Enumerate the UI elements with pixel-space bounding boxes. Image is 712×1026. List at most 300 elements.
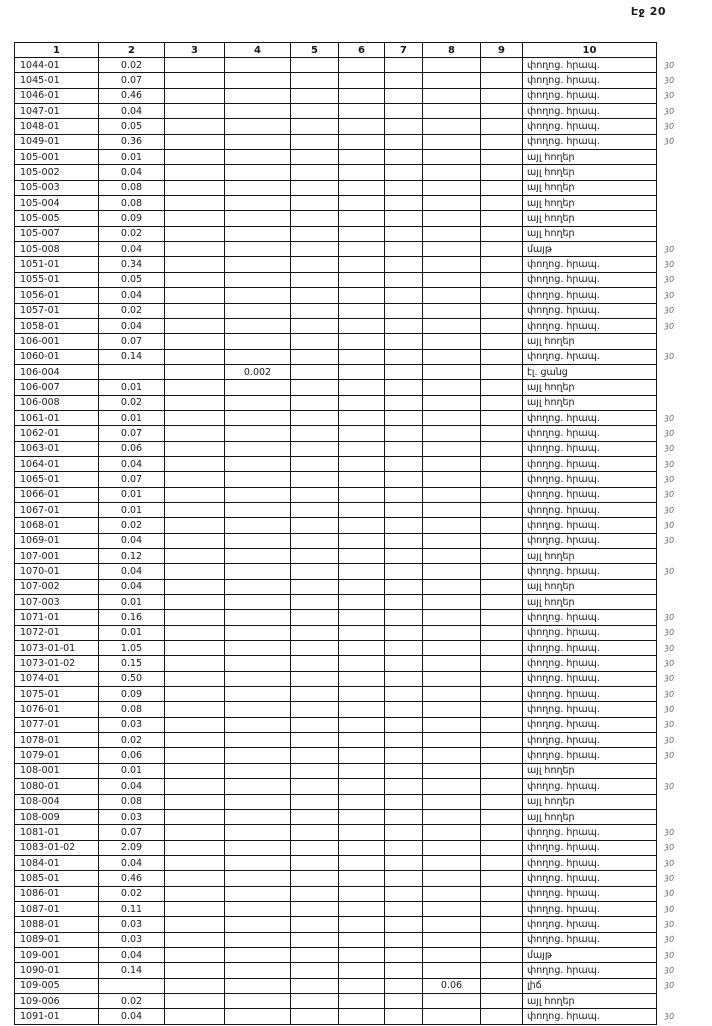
table-row bbox=[15, 855, 695, 870]
cell-col9 bbox=[481, 687, 523, 702]
cell-col9 bbox=[481, 641, 523, 656]
cell-col8 bbox=[423, 993, 481, 1008]
cell-col3 bbox=[165, 825, 225, 840]
cell-col6 bbox=[339, 426, 385, 441]
cell-col8 bbox=[423, 809, 481, 824]
cell-handwritten-margin-mark: 30 bbox=[663, 136, 675, 147]
cell-parcel-code: 1079-01 bbox=[15, 748, 99, 763]
cell-col5 bbox=[291, 733, 339, 748]
cell-land-use-type: փողոց. հրապ. bbox=[523, 656, 657, 671]
cell-col4 bbox=[225, 533, 291, 548]
cell-col4 bbox=[225, 272, 291, 287]
cell-handwritten-margin-mark: 30 bbox=[663, 75, 675, 86]
cell-area-col2: 1.05 bbox=[99, 641, 165, 656]
column-header-9: 9 bbox=[481, 43, 523, 58]
cell-col5 bbox=[291, 564, 339, 579]
cell-col7 bbox=[385, 932, 423, 947]
cell-handwritten-margin-mark: 30 bbox=[663, 704, 675, 715]
cell-col3 bbox=[165, 809, 225, 824]
cell-col8 bbox=[423, 825, 481, 840]
cell-col7 bbox=[385, 993, 423, 1008]
cell-col3 bbox=[165, 794, 225, 809]
cell-col3 bbox=[165, 441, 225, 456]
cell-col4 bbox=[225, 656, 291, 671]
cell-col3 bbox=[165, 196, 225, 211]
cell-col9 bbox=[481, 579, 523, 594]
cell-col6 bbox=[339, 395, 385, 410]
cell-col9 bbox=[481, 748, 523, 763]
cell-col5 bbox=[291, 825, 339, 840]
cell-col5 bbox=[291, 334, 339, 349]
cell-handwritten-margin-mark: 30 bbox=[663, 520, 675, 531]
cell-col3 bbox=[165, 165, 225, 180]
cell-parcel-code: 1073-01-01 bbox=[15, 641, 99, 656]
cell-col8 bbox=[423, 119, 481, 134]
cell-col8 bbox=[423, 364, 481, 379]
cell-handwritten-margin-mark: 30 bbox=[663, 873, 675, 884]
cell-handwritten-margin-mark: 30 bbox=[663, 658, 675, 669]
cell-col4: 0.002 bbox=[225, 364, 291, 379]
cell-parcel-code: 1060-01 bbox=[15, 349, 99, 364]
cell-col8: 0.06 bbox=[423, 978, 481, 993]
cell-parcel-code: 109-005 bbox=[15, 978, 99, 993]
cell-handwritten-margin-mark: 30 bbox=[663, 474, 675, 485]
cell-area-col2: 0.07 bbox=[99, 472, 165, 487]
cell-area-col2: 0.04 bbox=[99, 1009, 165, 1024]
cell-parcel-code: 1089-01 bbox=[15, 932, 99, 947]
cell-handwritten-margin-mark bbox=[657, 180, 695, 195]
cell-col8 bbox=[423, 426, 481, 441]
table-row bbox=[15, 104, 695, 119]
cell-area-col2: 0.04 bbox=[99, 855, 165, 870]
cell-col6 bbox=[339, 809, 385, 824]
cell-col6 bbox=[339, 180, 385, 195]
cell-col6 bbox=[339, 855, 385, 870]
table-header-row bbox=[15, 43, 695, 58]
cell-col9 bbox=[481, 595, 523, 610]
cell-parcel-code: 1070-01 bbox=[15, 564, 99, 579]
cell-col9 bbox=[481, 702, 523, 717]
cell-col6 bbox=[339, 334, 385, 349]
table-row bbox=[15, 779, 695, 794]
cell-col6 bbox=[339, 687, 385, 702]
cell-handwritten-margin-mark bbox=[657, 364, 695, 379]
cell-col5 bbox=[291, 901, 339, 916]
cell-col5 bbox=[291, 610, 339, 625]
cell-col9 bbox=[481, 763, 523, 778]
cell-col5 bbox=[291, 855, 339, 870]
cell-area-col2 bbox=[99, 364, 165, 379]
cell-col7 bbox=[385, 809, 423, 824]
cell-col5 bbox=[291, 426, 339, 441]
cell-col9 bbox=[481, 779, 523, 794]
table-row bbox=[15, 150, 695, 165]
cell-handwritten-margin-mark: 30 bbox=[663, 60, 675, 71]
cell-col9 bbox=[481, 196, 523, 211]
cell-area-col2: 0.04 bbox=[99, 579, 165, 594]
cell-col6 bbox=[339, 364, 385, 379]
cell-col6 bbox=[339, 58, 385, 73]
cell-col8 bbox=[423, 410, 481, 425]
cell-col3 bbox=[165, 318, 225, 333]
table-row bbox=[15, 410, 695, 425]
cell-col4 bbox=[225, 993, 291, 1008]
cell-col6 bbox=[339, 134, 385, 149]
column-header-6: 6 bbox=[339, 43, 385, 58]
cell-area-col2: 0.03 bbox=[99, 917, 165, 932]
cell-land-use-type: փողոց. հրապ. bbox=[523, 886, 657, 901]
cell-col3 bbox=[165, 625, 225, 640]
cell-col7 bbox=[385, 917, 423, 932]
table-row bbox=[15, 533, 695, 548]
cell-area-col2: 0.02 bbox=[99, 58, 165, 73]
cell-parcel-code: 108-004 bbox=[15, 794, 99, 809]
cell-col7 bbox=[385, 610, 423, 625]
cell-area-col2: 0.01 bbox=[99, 502, 165, 517]
cell-area-col2: 0.08 bbox=[99, 180, 165, 195]
cell-col3 bbox=[165, 963, 225, 978]
cell-col7 bbox=[385, 717, 423, 732]
cell-col7 bbox=[385, 257, 423, 272]
cell-col7 bbox=[385, 426, 423, 441]
table-row bbox=[15, 426, 695, 441]
cell-col8 bbox=[423, 211, 481, 226]
cell-handwritten-margin-mark: 30 bbox=[663, 750, 675, 761]
cell-land-use-type: այլ հողեր bbox=[523, 579, 657, 594]
cell-area-col2: 0.04 bbox=[99, 947, 165, 962]
column-header-8: 8 bbox=[423, 43, 481, 58]
cell-col3 bbox=[165, 917, 225, 932]
cell-col8 bbox=[423, 855, 481, 870]
cell-handwritten-margin-mark: 30 bbox=[663, 505, 675, 516]
cell-col3 bbox=[165, 901, 225, 916]
cell-col9 bbox=[481, 871, 523, 886]
cell-handwritten-margin-mark: 30 bbox=[663, 627, 675, 638]
cell-col8 bbox=[423, 242, 481, 257]
cell-col8 bbox=[423, 901, 481, 916]
cell-parcel-code: 1078-01 bbox=[15, 733, 99, 748]
cell-col5 bbox=[291, 533, 339, 548]
cell-land-use-type: այլ հողեր bbox=[523, 211, 657, 226]
cell-col4 bbox=[225, 840, 291, 855]
cell-col9 bbox=[481, 656, 523, 671]
table-row bbox=[15, 947, 695, 962]
cell-col8 bbox=[423, 886, 481, 901]
cell-handwritten-margin-mark: 30 bbox=[663, 689, 675, 700]
cell-col4 bbox=[225, 886, 291, 901]
cell-parcel-code: 1067-01 bbox=[15, 502, 99, 517]
cell-col8 bbox=[423, 917, 481, 932]
cell-col6 bbox=[339, 779, 385, 794]
cell-col9 bbox=[481, 380, 523, 395]
cell-col5 bbox=[291, 717, 339, 732]
margin-column-header bbox=[657, 43, 695, 58]
cell-col4 bbox=[225, 963, 291, 978]
cell-handwritten-margin-mark bbox=[657, 993, 695, 1008]
cell-col6 bbox=[339, 702, 385, 717]
cell-handwritten-margin-mark bbox=[657, 380, 695, 395]
cell-col5 bbox=[291, 441, 339, 456]
cell-area-col2: 0.04 bbox=[99, 165, 165, 180]
cell-col5 bbox=[291, 272, 339, 287]
cell-col7 bbox=[385, 242, 423, 257]
table-row bbox=[15, 134, 695, 149]
cell-col4 bbox=[225, 73, 291, 88]
cell-col6 bbox=[339, 242, 385, 257]
cell-parcel-code: 1090-01 bbox=[15, 963, 99, 978]
table-row bbox=[15, 733, 695, 748]
cell-col3 bbox=[165, 533, 225, 548]
cell-area-col2: 0.09 bbox=[99, 211, 165, 226]
table-row bbox=[15, 456, 695, 471]
cell-col8 bbox=[423, 104, 481, 119]
cell-col5 bbox=[291, 993, 339, 1008]
cell-parcel-code: 1049-01 bbox=[15, 134, 99, 149]
cell-col4 bbox=[225, 733, 291, 748]
cell-col7 bbox=[385, 886, 423, 901]
cell-parcel-code: 1073-01-02 bbox=[15, 656, 99, 671]
cell-col9 bbox=[481, 809, 523, 824]
cell-handwritten-margin-mark: 30 bbox=[663, 965, 675, 976]
cell-parcel-code: 1047-01 bbox=[15, 104, 99, 119]
cell-col3 bbox=[165, 456, 225, 471]
cell-col4 bbox=[225, 119, 291, 134]
cell-area-col2: 0.50 bbox=[99, 671, 165, 686]
cell-land-use-type: այլ հողեր bbox=[523, 334, 657, 349]
cell-col8 bbox=[423, 318, 481, 333]
cell-handwritten-margin-mark: 30 bbox=[663, 781, 675, 792]
cell-col7 bbox=[385, 58, 423, 73]
cell-handwritten-margin-mark: 30 bbox=[663, 858, 675, 869]
land-parcel-table bbox=[14, 42, 695, 1025]
cell-handwritten-margin-mark bbox=[657, 579, 695, 594]
cell-col4 bbox=[225, 917, 291, 932]
cell-col8 bbox=[423, 226, 481, 241]
cell-land-use-type: փողոց. հրապ. bbox=[523, 502, 657, 517]
cell-col3 bbox=[165, 334, 225, 349]
cell-col6 bbox=[339, 1009, 385, 1024]
cell-col5 bbox=[291, 502, 339, 517]
cell-col7 bbox=[385, 748, 423, 763]
cell-col7 bbox=[385, 625, 423, 640]
cell-col5 bbox=[291, 963, 339, 978]
cell-col5 bbox=[291, 671, 339, 686]
cell-col5 bbox=[291, 73, 339, 88]
cell-handwritten-margin-mark: 30 bbox=[663, 459, 675, 470]
cell-handwritten-margin-mark bbox=[657, 763, 695, 778]
cell-parcel-code: 105-008 bbox=[15, 242, 99, 257]
table-row bbox=[15, 656, 695, 671]
cell-col7 bbox=[385, 303, 423, 318]
cell-col7 bbox=[385, 564, 423, 579]
cell-area-col2: 0.03 bbox=[99, 717, 165, 732]
cell-col8 bbox=[423, 687, 481, 702]
cell-parcel-code: 1074-01 bbox=[15, 671, 99, 686]
cell-handwritten-margin-mark: 30 bbox=[663, 290, 675, 301]
cell-col6 bbox=[339, 763, 385, 778]
cell-col7 bbox=[385, 380, 423, 395]
cell-col7 bbox=[385, 901, 423, 916]
cell-col3 bbox=[165, 993, 225, 1008]
cell-col6 bbox=[339, 211, 385, 226]
cell-handwritten-margin-mark bbox=[657, 211, 695, 226]
cell-col6 bbox=[339, 502, 385, 517]
cell-land-use-type: փողոց. հրապ. bbox=[523, 272, 657, 287]
cell-land-use-type: փողոց. հրապ. bbox=[523, 717, 657, 732]
cell-col5 bbox=[291, 150, 339, 165]
cell-parcel-code: 1076-01 bbox=[15, 702, 99, 717]
cell-parcel-code: 1075-01 bbox=[15, 687, 99, 702]
cell-col8 bbox=[423, 641, 481, 656]
cell-land-use-type: այլ հողեր bbox=[523, 180, 657, 195]
cell-col8 bbox=[423, 748, 481, 763]
cell-col8 bbox=[423, 196, 481, 211]
cell-col3 bbox=[165, 564, 225, 579]
cell-handwritten-margin-mark: 30 bbox=[663, 1011, 675, 1022]
cell-col8 bbox=[423, 947, 481, 962]
cell-parcel-code: 1044-01 bbox=[15, 58, 99, 73]
cell-col9 bbox=[481, 180, 523, 195]
cell-parcel-code: 1081-01 bbox=[15, 825, 99, 840]
cell-col6 bbox=[339, 349, 385, 364]
cell-handwritten-margin-mark: 30 bbox=[663, 106, 675, 117]
cell-col8 bbox=[423, 794, 481, 809]
cell-col4 bbox=[225, 794, 291, 809]
cell-parcel-code: 1058-01 bbox=[15, 318, 99, 333]
cell-col7 bbox=[385, 779, 423, 794]
cell-col8 bbox=[423, 165, 481, 180]
cell-land-use-type: փողոց. հրապ. bbox=[523, 472, 657, 487]
cell-area-col2: 0.11 bbox=[99, 901, 165, 916]
cell-col5 bbox=[291, 549, 339, 564]
table-row bbox=[15, 871, 695, 886]
cell-col4 bbox=[225, 288, 291, 303]
cell-col5 bbox=[291, 794, 339, 809]
cell-col8 bbox=[423, 564, 481, 579]
cell-parcel-code: 1069-01 bbox=[15, 533, 99, 548]
cell-handwritten-margin-mark bbox=[657, 595, 695, 610]
cell-col9 bbox=[481, 917, 523, 932]
cell-col8 bbox=[423, 656, 481, 671]
cell-col7 bbox=[385, 456, 423, 471]
cell-land-use-type: փողոց. հրապ. bbox=[523, 303, 657, 318]
cell-col3 bbox=[165, 472, 225, 487]
cell-col6 bbox=[339, 748, 385, 763]
cell-col3 bbox=[165, 426, 225, 441]
cell-col8 bbox=[423, 134, 481, 149]
cell-area-col2: 0.02 bbox=[99, 993, 165, 1008]
cell-col4 bbox=[225, 1009, 291, 1024]
cell-parcel-code: 1072-01 bbox=[15, 625, 99, 640]
cell-parcel-code: 1077-01 bbox=[15, 717, 99, 732]
cell-col7 bbox=[385, 871, 423, 886]
cell-col6 bbox=[339, 119, 385, 134]
cell-col8 bbox=[423, 671, 481, 686]
cell-col8 bbox=[423, 533, 481, 548]
cell-land-use-type: փողոց. հրապ. bbox=[523, 825, 657, 840]
cell-col5 bbox=[291, 211, 339, 226]
cell-parcel-code: 106-004 bbox=[15, 364, 99, 379]
cell-area-col2: 0.04 bbox=[99, 318, 165, 333]
cell-area-col2: 0.08 bbox=[99, 702, 165, 717]
cell-col6 bbox=[339, 871, 385, 886]
cell-col5 bbox=[291, 748, 339, 763]
cell-col9 bbox=[481, 963, 523, 978]
table-row bbox=[15, 702, 695, 717]
cell-col8 bbox=[423, 288, 481, 303]
cell-col3 bbox=[165, 763, 225, 778]
cell-col9 bbox=[481, 104, 523, 119]
cell-col5 bbox=[291, 487, 339, 502]
cell-col7 bbox=[385, 549, 423, 564]
cell-col4 bbox=[225, 395, 291, 410]
cell-land-use-type: մայթ bbox=[523, 947, 657, 962]
cell-handwritten-margin-mark: 30 bbox=[663, 244, 675, 255]
cell-handwritten-margin-mark: 30 bbox=[663, 888, 675, 899]
cell-parcel-code: 105-004 bbox=[15, 196, 99, 211]
cell-land-use-type: այլ հողեր bbox=[523, 226, 657, 241]
cell-col6 bbox=[339, 150, 385, 165]
cell-land-use-type: էլ. ցանց bbox=[523, 364, 657, 379]
cell-col4 bbox=[225, 303, 291, 318]
cell-col7 bbox=[385, 349, 423, 364]
cell-col7 bbox=[385, 579, 423, 594]
cell-parcel-code: 105-007 bbox=[15, 226, 99, 241]
cell-col4 bbox=[225, 641, 291, 656]
cell-area-col2: 0.04 bbox=[99, 456, 165, 471]
cell-col3 bbox=[165, 932, 225, 947]
cell-land-use-type: փողոց. հրապ. bbox=[523, 932, 657, 947]
cell-col7 bbox=[385, 825, 423, 840]
table-row bbox=[15, 272, 695, 287]
cell-col7 bbox=[385, 226, 423, 241]
cell-col4 bbox=[225, 748, 291, 763]
cell-col4 bbox=[225, 779, 291, 794]
table-row bbox=[15, 303, 695, 318]
cell-handwritten-margin-mark: 30 bbox=[663, 842, 675, 853]
cell-col4 bbox=[225, 855, 291, 870]
cell-area-col2: 0.01 bbox=[99, 625, 165, 640]
cell-col7 bbox=[385, 702, 423, 717]
cell-col6 bbox=[339, 947, 385, 962]
cell-col5 bbox=[291, 917, 339, 932]
cell-col8 bbox=[423, 88, 481, 103]
page-number-label: Էջ 20 bbox=[630, 5, 666, 18]
cell-col9 bbox=[481, 549, 523, 564]
cell-area-col2: 0.01 bbox=[99, 410, 165, 425]
cell-col9 bbox=[481, 947, 523, 962]
table-row bbox=[15, 963, 695, 978]
cell-parcel-code: 1086-01 bbox=[15, 886, 99, 901]
cell-land-use-type: այլ հողեր bbox=[523, 196, 657, 211]
cell-col8 bbox=[423, 932, 481, 947]
cell-col4 bbox=[225, 809, 291, 824]
cell-area-col2: 0.01 bbox=[99, 487, 165, 502]
cell-col3 bbox=[165, 288, 225, 303]
cell-area-col2: 0.02 bbox=[99, 303, 165, 318]
cell-col9 bbox=[481, 211, 523, 226]
cell-col4 bbox=[225, 456, 291, 471]
cell-land-use-type: փողոց. հրապ. bbox=[523, 318, 657, 333]
table-row bbox=[15, 763, 695, 778]
cell-col6 bbox=[339, 595, 385, 610]
cell-handwritten-margin-mark: 30 bbox=[663, 827, 675, 838]
cell-parcel-code: 1084-01 bbox=[15, 855, 99, 870]
cell-col8 bbox=[423, 963, 481, 978]
cell-col4 bbox=[225, 947, 291, 962]
cell-land-use-type: փողոց. հրապ. bbox=[523, 134, 657, 149]
cell-col3 bbox=[165, 886, 225, 901]
